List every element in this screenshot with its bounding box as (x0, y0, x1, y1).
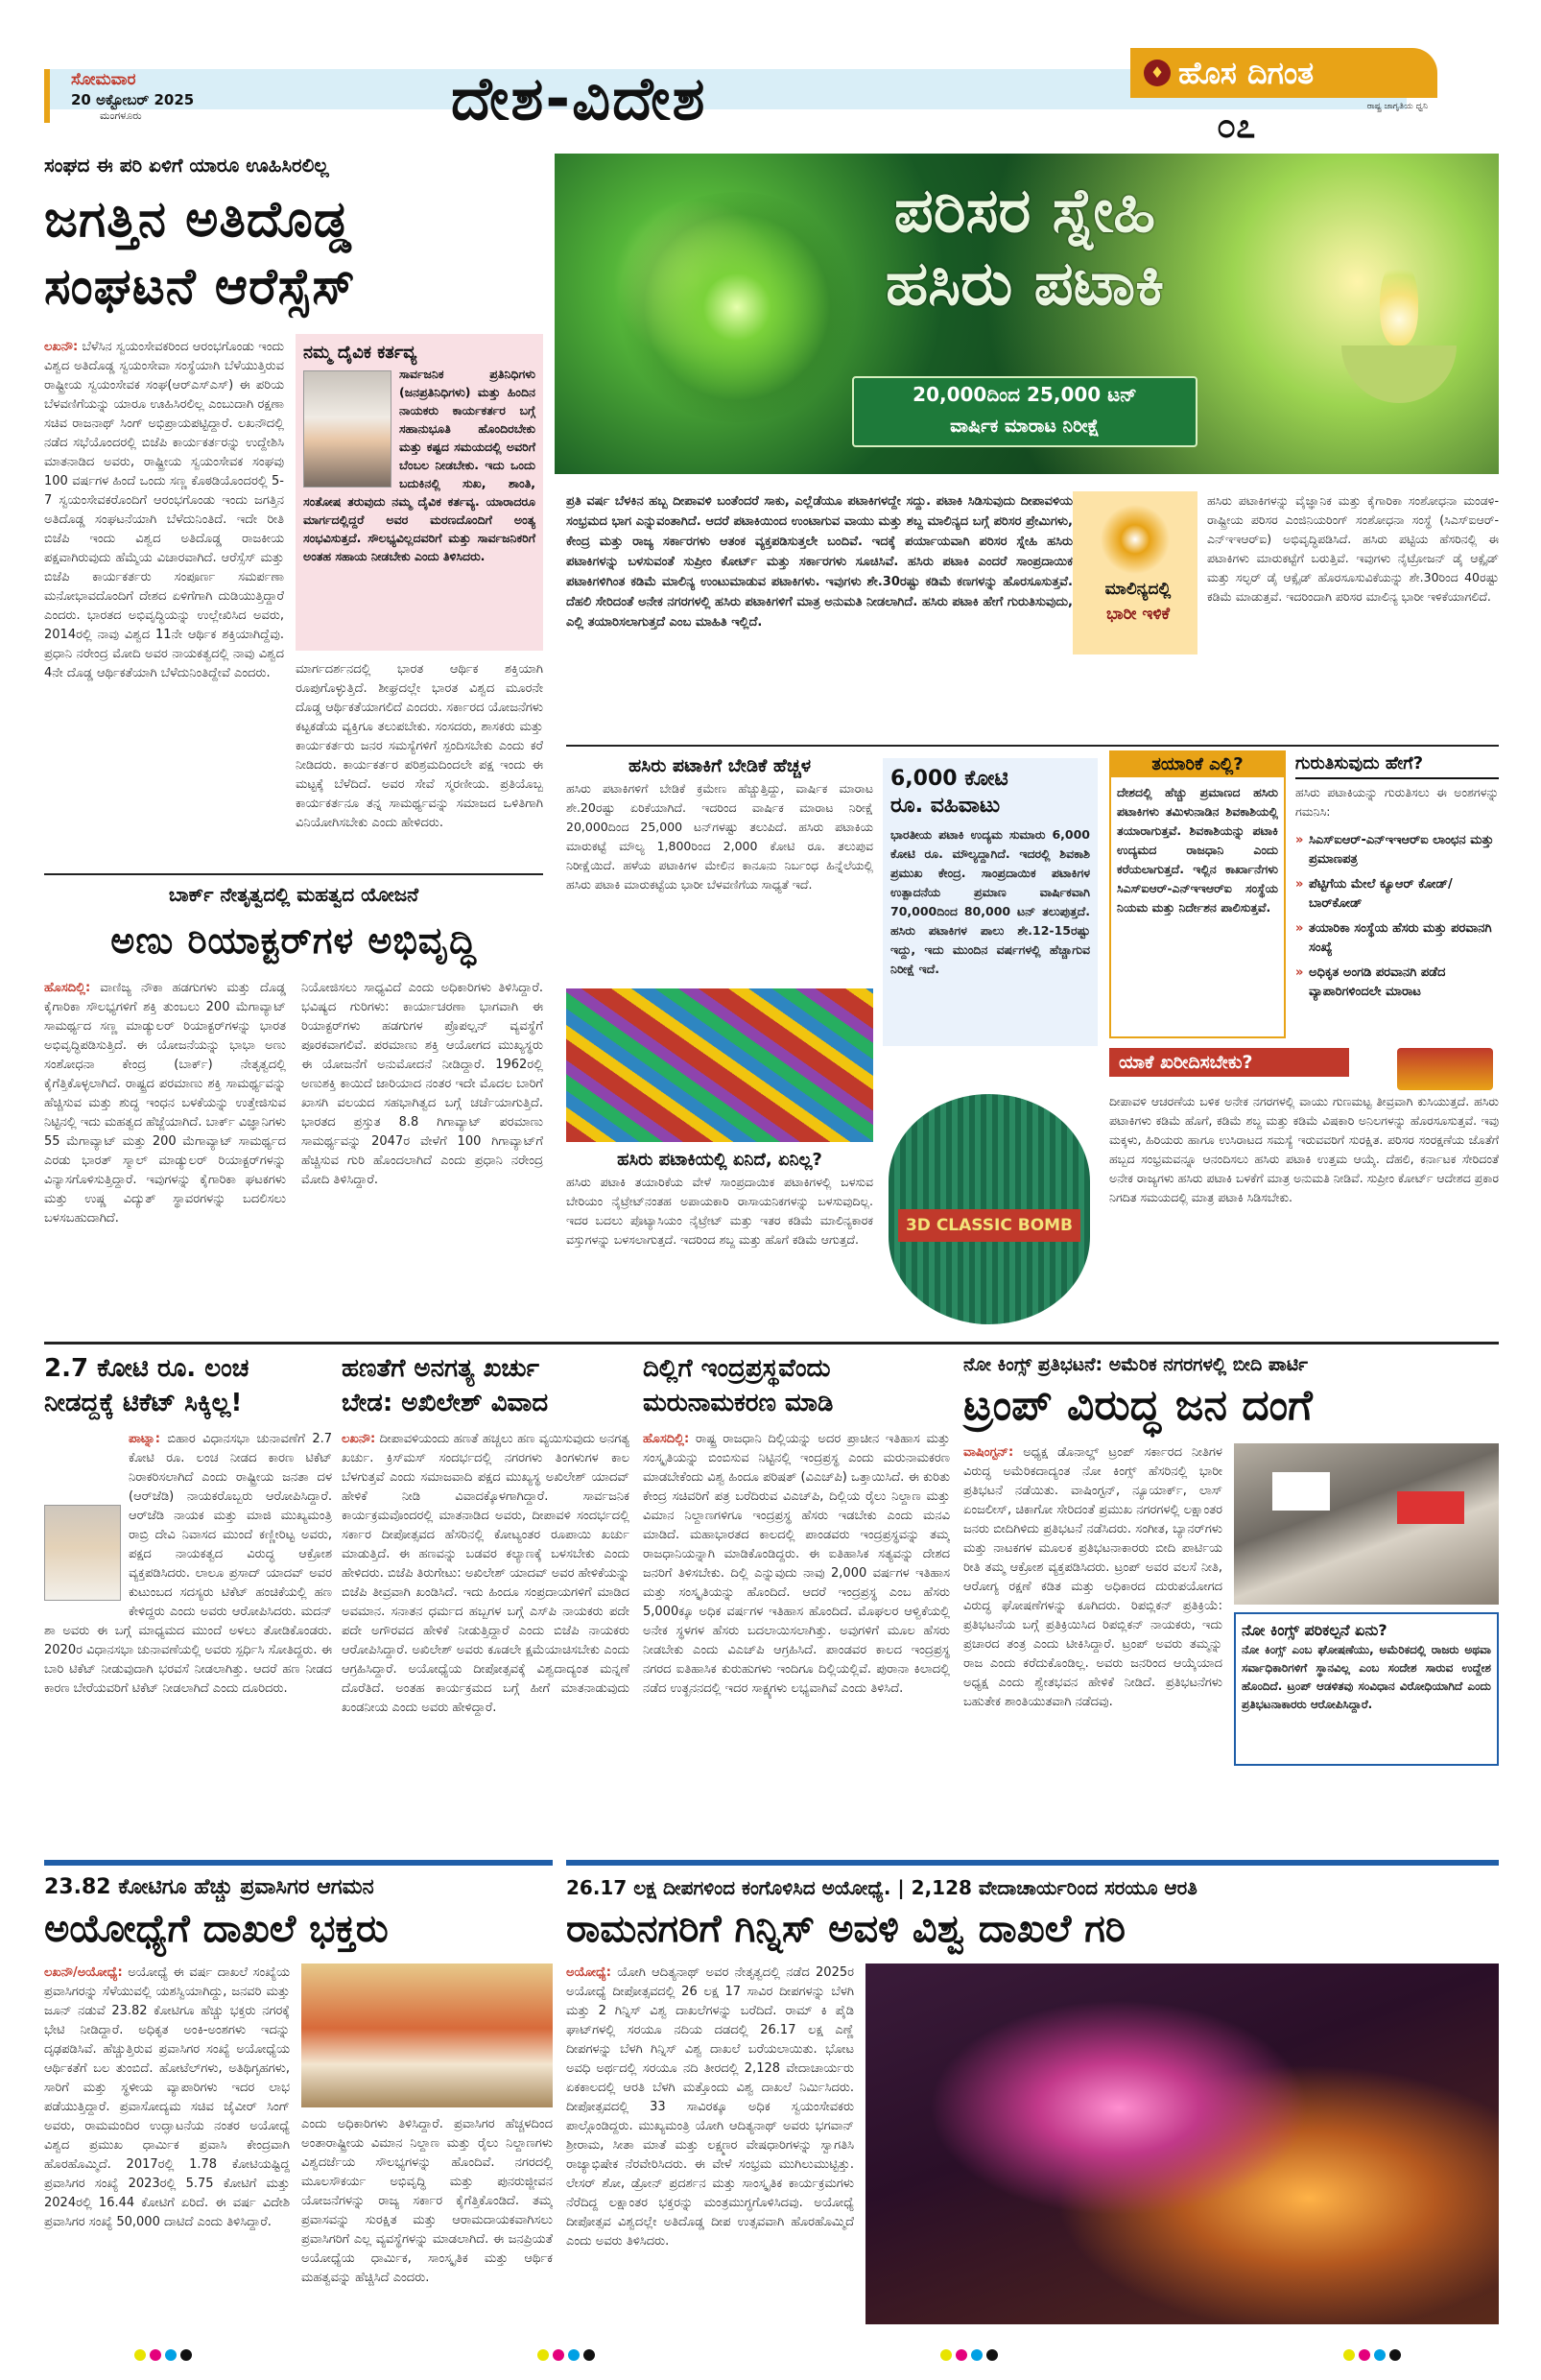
where-text: ದೇಶದಲ್ಲಿ ಹೆಚ್ಚು ಪ್ರಮಾಣದ ಹಸಿರು ಪಟಾಕಿಗಳು ತಮಿಳುನಾಡಿನ ಶಿವಕಾಶಿಯಲ್ಲಿ ತಯಾರಾಗುತ್ತವೆ. ಶಿವಕಾಶಿಯನ್ನು ಪಟಾಕಿ ಉದ್ಯಮದ ರಾಜಧಾನಿ ಎಂದು ಕರೆಯಲಾಗುತ್ತದೆ. ಇಲ್ಲಿನ ಕಾರ್ಖಾನೆಗಳು ಸಿಎಸ್‌ಐಆರ್-ಎನ್‌ಇಇಆರ್‌ಐ ಸಂಸ್ಥೆಯ ನಿಯಮ ಮತ್ತು ನಿರ್ದೇಶನ ಪಾಲಿಸುತ್ತವೆ. (1117, 785, 1278, 915)
rss-highlight-box (296, 334, 543, 651)
demand-title: ಹಸಿರು ಪಟಾಕಿಗೆ ಬೇಡಿಕೆ ಹೆಚ್ಚಳ (628, 755, 812, 776)
registration-dot (986, 2349, 998, 2361)
firecracker-lead (566, 491, 1073, 737)
identify-item: » ಅಧಿಕೃತ ಅಂಗಡಿ ಪರವಾನಗಿ ಪಡೆದ ವ್ಯಾಪಾರಿಗಳಿಂದಲೇ ಮಾರಾಟ (1295, 964, 1499, 1002)
registration-dot (940, 2349, 952, 2361)
turnover-text: ಭಾರತೀಯ ಪಟಾಕಿ ಉದ್ಯಮ ಸುಮಾರು 6,000 ಕೋಟಿ ರೂ. ಮೌಲ್ಯದ್ದಾಗಿದೆ. ಇದರಲ್ಲಿ ಶಿವಕಾಶಿ ಪ್ರಮುಖ ಕೇಂದ್ರ. ಸಾಂಪ್ರದಾಯಿಕ ಪಟಾಕಿಗಳ ಉತ್ಪಾದನೆಯ ಪ್ರಮಾಣ ವಾರ್ಷಿಕವಾಗಿ 70,000ದಿಂದ 80,000 ಟನ್ ತಲುಪುತ್ತದೆ. ಹಸಿರು ಪಟಾಕಿಗಳ ಪಾಲು ಶೇ.12-15ರಷ್ಟು ಇದ್ದು, ಇದು ಮುಂದಿನ ವರ್ಷಗಳಲ್ಲಿ ಹೆಚ್ಚಾಗುವ ನಿರೀಕ್ಷೆ ಇದೆ. (890, 827, 1090, 976)
bribe-headline-1: 2.7 ಕೋಟಿ ರೂ. ಲಂಚ (44, 1354, 249, 1383)
rss-column-2: ಮಾರ್ಗದರ್ಶನದಲ್ಲಿ ಭಾರತ ಆರ್ಥಿಕ ಶಕ್ತಿಯಾಗಿ ರೂಪುಗೊಳ್ಳುತ್ತಿದೆ. ಶೀಘ್ರದಲ್ಲೇ ಭಾರತ ವಿಶ್ವದ ಮೂರನೇ ದೊಡ್ಡ ಆರ್ಥಿಕತೆಯಾಗಲಿದೆ ಎಂದರು. ಸರ್ಕಾರದ ಯೋಜನೆಗಳು ಕಟ್ಟಕಡೆಯ ವ್ಯಕ್ತಿಗೂ ತಲುಪಬೇಕು. ಸಂಸದರು, ಶಾಸಕರು ಮತ್ತು ಕಾರ್ಯಕರ್ತರು ಜನರ ಸಮಸ್ಯೆಗಳಿಗೆ ಸ್ಪಂದಿಸಬೇಕು ಎಂದು ಕರೆ ನೀಡಿದರು. ಕಾರ್ಯಕರ್ತರ ಪರಿಶ್ರಮದಿಂದಲೇ ಪಕ್ಷ ಇಂದು ಈ ಮಟ್ಟಕ್ಕೆ ಬೆಳೆದಿದೆ. ಅವರ ಸೇವೆ ಸ್ಮರಣೀಯ. ಪ್ರತಿಯೊಬ್ಬ ಕಾರ್ಯಕರ್ತನೂ ತನ್ನ ಸಾಮರ್ಥ್ಯವನ್ನು ಸಮಾಜದ ಒಳಿತಿಗಾಗಿ ವಿನಿಯೋಗಿಸಬೇಕು ಎಂದು ಹೇಳಿದರು. (296, 662, 543, 830)
usage-block (566, 1148, 873, 1321)
visitors-column-1 (44, 1964, 290, 2324)
identify-box (1295, 750, 1499, 1038)
record-dateline: ಅಯೋಧ್ಯೆ: (566, 1965, 611, 1980)
why-box (1109, 1048, 1499, 1336)
trump-article (963, 1351, 1499, 1850)
masthead (0, 0, 1541, 144)
registration-dot (1389, 2349, 1401, 2361)
identify-list (1295, 831, 1499, 1002)
lamp-icon: ♦ (1144, 60, 1171, 86)
date-label: 20 ಅಕ್ಟೋಬರ್ 2025 (71, 91, 195, 108)
bribe-dateline: ಪಾಟ್ನಾ: (129, 1432, 160, 1446)
turnover-box (883, 758, 1098, 1046)
protest-sign (1397, 1491, 1464, 1524)
identify-item: » ತಯಾರಿಕಾ ಸಂಸ್ಥೆಯ ಹೆಸರು ಮತ್ತು ಪರವಾನಗಿ ಸಂಖ್ಯೆ (1295, 919, 1499, 958)
no-kings-title: ನೋ ಕಿಂಗ್ಸ್ ಪರಿಕಲ್ಪನೆ ಏನು? (1242, 1621, 1387, 1639)
registration-dot (583, 2349, 595, 2361)
rss-kicker: ಸಂಘದ ಈ ಪರಿ ಏಳಿಗೆ ಯಾರೂ ಊಹಿಸಿರಲಿಲ್ಲ (44, 154, 329, 177)
reactor-kicker: ಬಾರ್ಕ್ ನೇತೃತ್ವದಲ್ಲಿ ಮಹತ್ವದ ಯೋಜನೆ (168, 883, 419, 906)
rss-headline-1: ಜಗತ್ತಿನ ಅತಿದೊಡ್ಡ (44, 191, 352, 249)
registration-dot (150, 2349, 161, 2361)
usage-text: ಹಸಿರು ಪಟಾಕಿ ತಯಾರಿಕೆಯ ವೇಳೆ ಸಾಂಪ್ರದಾಯಿಕ ಪಟಾಕಿಗಳಲ್ಲಿ ಬಳಸುವ ಬೇರಿಯಂ ನೈಟ್ರೇಟ್‌ನಂತಹ ಅಪಾಯಕಾರಿ ರಾಸಾಯನಿಕಗಳನ್ನು ಬಳಸುವುದಿಲ್ಲ. ಇದರ ಬದಲು ಪೊಟ್ಯಾಸಿಯಂ ನೈಟ್ರೇಟ್ ಮತ್ತು ಇತರ ಕಡಿಮೆ ಮಾಲಿನ್ಯಕಾರಕ ವಸ್ತುಗಳನ್ನು ಬಳಸಲಾಗುತ್ತದೆ. ಇದರಿಂದ ಶಬ್ದ ಮತ್ತು ಹೊಗೆ ಕಡಿಮೆ ಆಗುತ್ತದೆ. (566, 1175, 873, 1247)
bribe-headline-2: ನೀಡದ್ದಕ್ಕೆ ಟಿಕೆಟ್ ಸಿಕ್ಕಿಲ್ಲ! (44, 1389, 243, 1417)
visitors-dateline: ಲಖನೌ/ಅಯೋಧ್ಯೆ: (44, 1965, 123, 1980)
ayodhya-ceremony-image (301, 1964, 553, 2107)
pollution-title-2: ಭಾರೀ ಇಳಿಕೆ (1105, 605, 1171, 624)
firecracker-hero-image (555, 154, 1499, 474)
visitors-text: ಅಯೋಧ್ಯೆ ಈ ವರ್ಷ ದಾಖಲೆ ಸಂಖ್ಯೆಯ ಪ್ರವಾಸಿಗರನ್ನು ಸೆಳೆಯುವಲ್ಲಿ ಯಶಸ್ವಿಯಾಗಿದ್ದು, ಜನವರಿ ಮತ್ತು ಜೂನ್ ನಡುವೆ 23.82 ಕೋಟಿಗೂ ಹೆಚ್ಚು ಭಕ್ತರು ನಗರಕ್ಕೆ ಭೇಟಿ ನೀಡಿದ್ದಾರೆ. ಅಧಿಕೃತ ಅಂಕಿ-ಅಂಶಗಳು ಇದನ್ನು ದೃಢಪಡಿಸಿವೆ. ಹೆಚ್ಚುತ್ತಿರುವ ಪ್ರವಾಸಿಗರ ಸಂಖ್ಯೆ ಅಯೋಧ್ಯೆಯ ಆರ್ಥಿಕತೆಗೆ ಬಲ ತುಂಬಿದೆ. ಹೋಟೆಲ್‌ಗಳು, ಅತಿಥಿಗೃಹಗಳು, ಸಾರಿಗೆ ಮತ್ತು ಸ್ಥಳೀಯ ವ್ಯಾಪಾರಿಗಳು ಇದರ ಲಾಭ ಪಡೆಯುತ್ತಿದ್ದಾರೆ. ಪ್ರವಾಸೋದ್ಯಮ ಸಚಿವ ಜೈವೀರ್ ಸಿಂಗ್ ಅವರು, ರಾಮಮಂದಿರ ಉದ್ಘಾಟನೆಯ ನಂತರ ಅಯೋಧ್ಯೆ ವಿಶ್ವದ ಪ್ರಮುಖ ಧಾರ್ಮಿಕ ಪ್ರವಾಸಿ ಕೇಂದ್ರವಾಗಿ ಹೊರಹೊಮ್ಮಿದೆ. 2017ರಲ್ಲಿ 1.78 ಕೋಟಿಯಷ್ಟಿದ್ದ ಪ್ರವಾಸಿಗರ ಸಂಖ್ಯೆ 2023ರಲ್ಲಿ 5.75 ಕೋಟಿಗೆ ಮತ್ತು 2024ರಲ್ಲಿ 16.44 ಕೋಟಿಗೆ ಏರಿದೆ. ಈ ವರ್ಷ ವಿದೇಶಿ ಪ್ರವಾಸಿಗರ ಸಂಖ್ಯೆ 50,000 ದಾಟಿದೆ ಎಂದು ತಿಳಿಸಿದ್ದಾರೆ. (44, 1965, 290, 2229)
pollution-box (1073, 491, 1499, 737)
rss-box-title: ನಮ್ಮ ದೈವಿಕ ಕರ್ತವ್ಯ (303, 343, 417, 363)
turnover-title-1: 6,000 ಕೋಟಿ (890, 767, 1008, 791)
no-kings-box (1234, 1612, 1499, 1766)
delhi-headline-1: ದಿಲ್ಲಿಗೆ ಇಂದ್ರಪ್ರಸ್ಥವೆಂದು (643, 1354, 831, 1383)
page-number: ೦೭ (1217, 107, 1256, 146)
rss-portrait (303, 370, 391, 488)
rss-column-1 (44, 338, 284, 856)
paper-logo (1130, 48, 1437, 144)
ayodhya-record-article (566, 1873, 1499, 2324)
firecracker-sub-1: 20,000ದಿಂದ 25,000 ಟನ್ (913, 383, 1137, 406)
rss-headline-2: ಸಂಘಟನೆ ಆರೆಸ್ಸೆಸ್ (44, 258, 356, 316)
reactor-col1-text: ವಾಣಿಜ್ಯ ನೌಕಾ ಹಡಗುಗಳು ಮತ್ತು ದೊಡ್ಡ ಕೈಗಾರಿಕಾ ಸೌಲಭ್ಯಗಳಿಗೆ ಶಕ್ತಿ ತುಂಬಲು 200 ಮೆಗಾವ್ಯಾಟ್ ಸಾಮರ್ಥ್ಯದ ಸಣ್ಣ ಮಾಡ್ಯುಲರ್ ರಿಯಾಕ್ಟರ್‌ಗಳನ್ನು ಭಾರತ ಅಭಿವೃದ್ಧಿಪಡಿಸುತ್ತಿದೆ. ಈ ಯೋಜನೆಯನ್ನು ಭಾಭಾ ಅಣು ಸಂಶೋಧನಾ ಕೇಂದ್ರ (ಬಾರ್ಕ್) ನೇತೃತ್ವದಲ್ಲಿ ಕೈಗೆತ್ತಿಕೊಳ್ಳಲಾಗಿದೆ. ರಾಷ್ಟ್ರದ ಪರಮಾಣು ಶಕ್ತಿ ಸಾಮರ್ಥ್ಯವನ್ನು ಹೆಚ್ಚಿಸುವ ಮತ್ತು ಶುದ್ಧ ಇಂಧನ ಬಳಕೆಯನ್ನು ಉತ್ತೇಜಿಸುವ ನಿಟ್ಟಿನಲ್ಲಿ ಇದು ಮಹತ್ವದ ಹೆಜ್ಜೆಯಾಗಿದೆ. ಬಾರ್ಕ್ ವಿಜ್ಞಾನಿಗಳು 55 ಮೆಗಾವ್ಯಾಟ್ ಮತ್ತು 200 ಮೆಗಾವ್ಯಾಟ್ ಸಾಮರ್ಥ್ಯದ ಎರಡು ಭಾರತ್ ಸ್ಮಾಲ್ ಮಾಡ್ಯುಲರ್ ರಿಯಾಕ್ಟರ್‌ಗಳನ್ನು ವಿನ್ಯಾಸಗೊಳಿಸುತ್ತಿದ್ದಾರೆ. ಇವುಗಳನ್ನು ಕೈಗಾರಿಕಾ ಘಟಕಗಳು ಮತ್ತು ಉಷ್ಣ ವಿದ್ಯುತ್ ಸ್ಥಾವರಗಳನ್ನು ಬದಲಿಸಲು ಬಳಸಬಹುದಾಗಿದೆ. (44, 981, 286, 1226)
bribe-photo-spacer (44, 1430, 129, 1608)
trump-column-1 (963, 1443, 1222, 1850)
registration-dot (165, 2349, 177, 2361)
rss-box-text: ಸಾರ್ವಜನಿಕ ಪ್ರತಿನಿಧಿಗಳು (ಜನಪ್ರತಿನಿಧಿಗಳು) ಮತ್ತು ಹಿಂದಿನ ನಾಯಕರು ಕಾರ್ಯಕರ್ತರ ಬಗ್ಗೆ ಸಹಾನುಭೂತಿ ಹೊಂದಿರಬೇಕು ಮತ್ತು ಕಷ್ಟದ ಸಮಯದಲ್ಲಿ ಅವರಿಗೆ ಬೆಂಬಲ ನೀಡಬೇಕು. ಇದು ಒಂದು ಬದುಕಿನಲ್ಲಿ ಸುಖ, ಶಾಂತಿ, ಸಂತೋಷ ತರುವುದು ನಮ್ಮ ದೈವಿಕ ಕರ್ತವ್ಯ. ಯಾರಾದರೂ ಮಾರ್ಗದಲ್ಲಿದ್ದರೆ ಅವರ ಮರಣದೊಂದಿಗೆ ಅಂತ್ಯ ಸಂಭವಿಸುತ್ತದೆ. ಸೌಲಭ್ಯವಿಲ್ಲದವರಿಗೆ ಮತ್ತು ಸಾರ್ವಜನಿಕರಿಗೆ ಅಂತಹ ಸಹಾಯ ನೀಡಬೇಕು ಎಂದು ತಿಳಿಸಿದರು. (303, 367, 535, 563)
delhi-headline-2: ಮರುನಾಮಕರಣ ಮಾಡಿ (643, 1389, 834, 1417)
delhi-article (643, 1351, 950, 1850)
trump-dateline: ವಾಷಿಂಗ್ಟನ್: (963, 1445, 1014, 1460)
akhilesh-text-block (342, 1430, 629, 1843)
trump-headline: ಟ್ರಂಪ್ ವಿರುದ್ಧ ಜನ ದಂಗೆ (963, 1381, 1313, 1430)
registration-dot (553, 2349, 564, 2361)
blue-bar (566, 1860, 1499, 1866)
akhilesh-headline-1: ಹಣತೆಗೆ ಅನಗತ್ಯ ಖರ್ಚು (342, 1354, 539, 1383)
pollution-title-1: ಮಾಲಿನ್ಯದಲ್ಲಿ (1104, 580, 1172, 599)
registration-dot (956, 2349, 967, 2361)
registration-dot (537, 2349, 549, 2361)
bribe-article (44, 1351, 332, 1850)
visitors-kicker: 23.82 ಕೋಟಿಗೂ ಹೆಚ್ಚು ಪ್ರವಾಸಿಗರ ಆಗಮನ (44, 1875, 374, 1899)
identify-item: » ಸಿಎಸ್‌ಐಆರ್-ಎನ್‌ಇಇಆರ್‌ಐ ಲಾಂಛನ ಮತ್ತು ಪ್ರಮಾಣಪತ್ರ (1295, 831, 1499, 869)
sparkler-image (1092, 501, 1178, 578)
akhilesh-article (342, 1351, 629, 1850)
visitors-column-2: ಎಂದು ಅಧಿಕಾರಿಗಳು ತಿಳಿಸಿದ್ದಾರೆ. ಪ್ರವಾಸಿಗರ ಹೆಚ್ಚಳದಿಂದ ಅಂತಾರಾಷ್ಟ್ರೀಯ ವಿಮಾನ ನಿಲ್ದಾಣ ಮತ್ತು ರೈಲು ನಿಲ್ದಾಣಗಳು ವಿಶ್ವದರ್ಜೆಯ ಸೌಲಭ್ಯಗಳನ್ನು ಹೊಂದಿವೆ. ನಗರದಲ್ಲಿ ಮೂಲಸೌಕರ್ಯ ಅಭಿವೃದ್ಧಿ ಮತ್ತು ಪುನರುಜ್ಜೀವನ ಯೋಜನೆಗಳನ್ನು ರಾಜ್ಯ ಸರ್ಕಾರ ಕೈಗೆತ್ತಿಕೊಂಡಿದೆ. ತಮ್ಮ ಪ್ರವಾಸವನ್ನು ಸುರಕ್ಷಿತ ಮತ್ತು ಆರಾಮದಾಯಕವಾಗಿಸಲು ಪ್ರವಾಸಿಗರಿಗೆ ಎಲ್ಲ ವ್ಯವಸ್ಥೆಗಳನ್ನು ಮಾಡಲಾಗಿದೆ. ಈ ಜನಪ್ರಿಯತೆ ಅಯೋಧ್ಯೆಯ ಧಾರ್ಮಿಕ, ಸಾಂಸ್ಕೃತಿಕ ಮತ್ತು ಆರ್ಥಿಕ ಮಹತ್ವವನ್ನು ಹೆಚ್ಚಿಸಿದೆ ಎಂದರು. (301, 2117, 553, 2285)
bomb-roll-image (879, 1065, 1100, 1334)
bribe-text: ಬಿಹಾರ ವಿಧಾನಸಭಾ ಚುನಾವಣೆಗೆ 2.7 ಕೋಟಿ ರೂ. ಲಂಚ ನೀಡದ ಕಾರಣ ಟಿಕೆಟ್ ನಿರಾಕರಿಸಲಾಗಿದೆ ಎಂದು ರಾಷ್ಟ್ರೀಯ ಜನತಾ ದಳ (ಆರ್‌ಜೆಡಿ) ನಾಯಕರೊಬ್ಬರು ಆರೋಪಿಸಿದ್ದಾರೆ. ಆರ್‌ಜೆಡಿ ನಾಯಕ ಮತ್ತು ಮಾಜಿ ಮುಖ್ಯಮಂತ್ರಿ ರಾಬ್ರಿ ದೇವಿ ನಿವಾಸದ ಮುಂದೆ ಕಣ್ಣೀರಿಟ್ಟ ಅವರು, ಪಕ್ಷದ ನಾಯಕತ್ವದ ವಿರುದ್ಧ ಆಕ್ರೋಶ ವ್ಯಕ್ತಪಡಿಸಿದರು. ಲಾಲೂ ಪ್ರಸಾದ್ ಯಾದವ್ ಅವರ ಕುಟುಂಬದ ಸದಸ್ಯರು ಟಿಕೆಟ್ ಹಂಚಿಕೆಯಲ್ಲಿ ಹಣ ಕೇಳಿದ್ದರು ಎಂದು ಅವರು ಆರೋಪಿಸಿದರು. ಮದನ್ ಶಾ ಅವರು ಈ ಬಗ್ಗೆ ಮಾಧ್ಯಮದ ಮುಂದೆ ಅಳಲು ತೋಡಿಕೊಂಡರು. 2020ರ ವಿಧಾನಸಭಾ ಚುನಾವಣೆಯಲ್ಲಿ ಅವರು ಸ್ಪರ್ಧಿಸಿ ಸೋತಿದ್ದರು. ಈ ಬಾರಿ ಟಿಕೆಟ್ ನೀಡುವುದಾಗಿ ಭರವಸೆ ನೀಡಲಾಗಿತ್ತು. ಆದರೆ ಹಣ ನೀಡದ ಕಾರಣ ಬೇರೆಯವರಿಗೆ ಟಿಕೆಟ್ ನೀಡಲಾಗಿದೆ ಎಂದು ದೂರಿದರು. (44, 1432, 332, 1696)
pollution-text: ಹಸಿರು ಪಟಾಕಿಗಳನ್ನು ವೈಜ್ಞಾನಿಕ ಮತ್ತು ಕೈಗಾರಿಕಾ ಸಂಶೋಧನಾ ಮಂಡಳಿ-ರಾಷ್ಟ್ರೀಯ ಪರಿಸರ ಎಂಜಿನಿಯರಿಂಗ್ ಸಂಶೋಧನಾ ಸಂಸ್ಥೆ (ಸಿಎಸ್‌ಐಆರ್-ಎನ್‌ಇಇಆರ್‌ಐ) ಅಭಿವೃದ್ಧಿಪಡಿಸಿದೆ. ಹಸಿರು ಪಟ್ಟಿಯ ಹೆಸರಿನಲ್ಲಿ ಈ ಪಟಾಕಿಗಳು ಮಾರುಕಟ್ಟೆಗೆ ಬರುತ್ತಿವೆ. ಇವುಗಳು ನೈಟ್ರೋಜನ್ ಡೈ ಆಕ್ಸೈಡ್ ಮತ್ತು ಸಲ್ಫರ್ ಡೈ ಆಕ್ಸೈಡ್ ಹೊರಸೂಸುವಿಕೆಯನ್ನು ಶೇ.30ರಿಂದ 40ರಷ್ಟು ಕಡಿಮೆ ಮಾಡುತ್ತವೆ. ಇದರಿಂದಾಗಿ ಪರಿಸರ ಮಾಲಿನ್ಯ ಭಾರೀ ಇಳಿಕೆಯಾಗಲಿದೆ. (1207, 493, 1499, 604)
reactor-headline: ಅಣು ರಿಯಾಕ್ಟರ್‌ಗಳ ಅಭಿವೃದ್ಧಿ (110, 919, 477, 962)
deepotsava-aerial-image (865, 1964, 1499, 2324)
cracker-pack-icon (1397, 1048, 1493, 1090)
divider (566, 745, 1499, 747)
registration-dot (134, 2349, 146, 2361)
day-label: ಸೋಮವಾರ (71, 70, 136, 89)
protest-sign (1272, 1472, 1330, 1511)
usage-title: ಹಸಿರು ಪಟಾಕಿಯಲ್ಲಿ ಏನಿದೆ, ಏನಿಲ್ಲ? (617, 1150, 822, 1170)
bribe-text-block (44, 1430, 332, 1846)
trump-kicker: ನೋ ಕಿಂಗ್ಸ್ ಪ್ರತಿಭಟನೆ: ಅಮೆರಿಕ ನಗರಗಳಲ್ಲಿ ಬೀದಿ ಪಾರ್ಟಿ (963, 1354, 1309, 1375)
firecracker-sub-2: ವಾರ್ಷಿಕ ಮಾರಾಟ ನಿರೀಕ್ಷೆ (950, 416, 1100, 437)
registration-dot (1374, 2349, 1386, 2361)
trump-text: ಅಧ್ಯಕ್ಷ ಡೊನಾಲ್ಡ್ ಟ್ರಂಪ್ ಸರ್ಕಾರದ ನೀತಿಗಳ ವಿರುದ್ಧ ಅಮೆರಿಕದಾದ್ಯಂತ ನೋ ಕಿಂಗ್ಸ್ ಹೆಸರಿನಲ್ಲಿ ಭಾರೀ ಪ್ರತಿಭಟನೆ ನಡೆಯಿತು. ವಾಷಿಂಗ್ಟನ್, ನ್ಯೂಯಾರ್ಕ್, ಲಾಸ್ ಏಂಜಲೀಸ್, ಚಿಕಾಗೋ ಸೇರಿದಂತೆ ಪ್ರಮುಖ ನಗರಗಳಲ್ಲಿ ಲಕ್ಷಾಂತರ ಜನರು ಬೀದಿಗಿಳಿದು ಪ್ರತಿಭಟನೆ ನಡೆಸಿದರು. ಸಂಗೀತ, ಬ್ಯಾನರ್‌ಗಳು ಮತ್ತು ನಾಟಕಗಳ ಮೂಲಕ ಪ್ರತಿಭಟನಾಕಾರರು ಬೀದಿ ಪಾರ್ಟಿಯ ರೀತಿ ತಮ್ಮ ಆಕ್ರೋಶ ವ್ಯಕ್ತಪಡಿಸಿದರು. ಟ್ರಂಪ್ ಅವರ ವಲಸೆ ನೀತಿ, ಆರೋಗ್ಯ ರಕ್ಷಣೆ ಕಡಿತ ಮತ್ತು ಅಧಿಕಾರದ ದುರುಪಯೋಗದ ವಿರುದ್ಧ ಘೋಷಣೆಗಳನ್ನು ಕೂಗಿದರು. ರಿಪಬ್ಲಿಕನ್ ಪ್ರತಿಕ್ರಿಯೆ: ಪ್ರತಿಭಟನೆಯ ಬಗ್ಗೆ ಪ್ರತಿಕ್ರಿಯಿಸಿದ ರಿಪಬ್ಲಿಕನ್ ನಾಯಕರು, ಇದು ಪ್ರಚಾರದ ತಂತ್ರ ಎಂದು ಟೀಕಿಸಿದ್ದಾರೆ. ಟ್ರಂಪ್ ಅವರು ತಮ್ಮನ್ನು ರಾಜ ಎಂದು ಕರೆದುಕೊಂಡಿಲ್ಲ. ಅವರು ಜನರಿಂದ ಆಯ್ಕೆಯಾದ ಅಧ್ಯಕ್ಷ ಎಂದು ಶ್ವೇತಭವನ ಹೇಳಿಕೆ ನೀಡಿದೆ. ಪ್ರತಿಭಟನೆಗಳು ಬಹುತೇಕ ಶಾಂತಿಯುತವಾಗಿ ನಡೆದವು. (963, 1445, 1222, 1709)
registration-dot (568, 2349, 580, 2361)
diya-lamp (1341, 345, 1457, 403)
rss-dateline: ಲಖನೌ: (44, 340, 79, 354)
akhilesh-headline-2: ಬೇಡ: ಅಖಿಲೇಶ್ ವಿವಾದ (342, 1389, 549, 1417)
reactor-column-1 (44, 979, 286, 1334)
where-title: ತಯಾರಿಕೆ ಎಲ್ಲಿ? (1111, 752, 1284, 777)
rss-article (44, 154, 543, 864)
reactor-article (44, 883, 543, 1334)
turnover-title-2: ರೂ. ವಹಿವಾಟು (890, 794, 1001, 818)
why-title: ಯಾಕೆ ಖರೀದಿಸಬೇಕು? (1109, 1048, 1349, 1077)
rss-col1-text: ಬೆಳೆಸಿನ ಸ್ವಯಂಸೇವಕರಿಂದ ಆರಂಭಗೊಂಡು ಇಂದು ವಿಶ್ವದ ಅತಿದೊಡ್ಡ ಸ್ವಯಂಸೇವಾ ಸಂಸ್ಥೆಯಾಗಿ ಬೆಳೆಯುತ್ತಿರುವ ರಾಷ್ಟ್ರೀಯ ಸ್ವಯಂಸೇವಕ ಸಂಘ(ಆರ್‌ಎಸ್‌ಎಸ್) ಈ ಪರಿಯ ಬೆಳವಣಿಗೆಯನ್ನು ಯಾರೂ ಊಹಿಸಿರಲಿಲ್ಲ ಎಂಬುದಾಗಿ ರಕ್ಷಣಾ ಸಚಿವ ರಾಜನಾಥ್ ಸಿಂಗ್ ಅಭಿಪ್ರಾಯಪಟ್ಟಿದ್ದಾರೆ. ಲಖನೌದಲ್ಲಿ ನಡೆದ ಸಭೆಯೊಂದರಲ್ಲಿ ಬಿಜೆಪಿ ಕಾರ್ಯಕರ್ತರನ್ನು ಉದ್ದೇಶಿಸಿ ಮಾತನಾಡಿದ ಅವರು, ರಾಷ್ಟ್ರೀಯ ಸ್ವಯಂಸೇವಕ ಸಂಘವು 100 ವರ್ಷಗಳ ಹಿಂದೆ ಒಂದು ಸಣ್ಣ ಕೊಠಡಿಯೊಂದರಲ್ಲಿ 5-7 ಸ್ವಯಂಸೇವಕರೊಂದಿಗೆ ಆರಂಭಗೊಂಡು ಇಂದು ಜಗತ್ತಿನ ಅತಿದೊಡ್ಡ ಸಂಘಟನೆಯಾಗಿ ಬೆಳೆದುನಿಂತಿದೆ. ಇದೇ ರೀತಿ ಬಿಜೆಪಿ ಇಂದು ವಿಶ್ವದ ಅತಿದೊಡ್ಡ ರಾಜಕೀಯ ಪಕ್ಷವಾಗಿರುವುದು ಹೆಮ್ಮೆಯ ವಿಚಾರವಾಗಿದೆ. ಆರೆಸ್ಸೆಸ್ ಮತ್ತು ಬಿಜೆಪಿ ಕಾರ್ಯಕರ್ತರು ಸಂಪೂರ್ಣ ಸಮರ್ಪಣಾ ಮನೋಭಾವದೊಂದಿಗೆ ದೇಶದ ಏಳಿಗೆಗಾಗಿ ದುಡಿಯುತ್ತಿದ್ದಾರೆ ಎಂದರು. ಭಾರತದ ಅಭಿವೃದ್ಧಿಯನ್ನು ಉಲ್ಲೇಖಿಸಿದ ಅವರು, 2014ರಲ್ಲಿ ನಾವು ವಿಶ್ವದ 11ನೇ ಆರ್ಥಿಕ ಶಕ್ತಿಯಾಗಿದ್ದೆವು. ಪ್ರಧಾನಿ ನರೇಂದ್ರ ಮೋದಿ ಅವರ ನಾಯಕತ್ವದಲ್ಲಿ ನಾವು ವಿಶ್ವದ 4ನೇ ದೊಡ್ಡ ಆರ್ಥಿಕತೆಯಾಗಿ ಬೆಳೆದುನಿಂತಿದ್ದೇವೆ ಎಂದರು. (44, 340, 284, 680)
registration-dot (180, 2349, 192, 2361)
reactor-column-2: ನಿಯೋಜಿಸಲು ಸಾಧ್ಯವಿದೆ ಎಂದು ಅಧಿಕಾರಿಗಳು ತಿಳಿಸಿದ್ದಾರೆ. ಭವಿಷ್ಯದ ಗುರಿಗಳು: ಕಾರ್ಯಾಚರಣಾ ಭಾಗವಾಗಿ ಈ ರಿಯಾಕ್ಟರ್‌ಗಳು ಹಡಗುಗಳ ಪ್ರೊಪಲ್ಷನ್ ವ್ಯವಸ್ಥೆಗೆ ಪೂರಕವಾಗಲಿವೆ. ಪರಮಾಣು ಶಕ್ತಿ ಆಯೋಗದ ಮುಖ್ಯಸ್ಥರು ಈ ಯೋಜನೆಗೆ ಅನುಮೋದನೆ ನೀಡಿದ್ದಾರೆ. 1962ರಲ್ಲಿ ಅಣುಶಕ್ತಿ ಕಾಯಿದೆ ಜಾರಿಯಾದ ನಂತರ ಇದೇ ಮೊದಲ ಬಾರಿಗೆ ಖಾಸಗಿ ವಲಯದ ಸಹಭಾಗಿತ್ವದ ಬಗ್ಗೆ ಚರ್ಚೆಯಾಗುತ್ತಿದೆ. ಭಾರತದ ಪ್ರಸ್ತುತ 8.8 ಗಿಗಾವ್ಯಾಟ್ ಪರಮಾಣು ಸಾಮರ್ಥ್ಯವನ್ನು 2047ರ ವೇಳೆಗೆ 100 ಗಿಗಾವ್ಯಾಟ್‌ಗೆ ಹೆಚ್ಚಿಸುವ ಗುರಿ ಹೊಂದಲಾಗಿದೆ ಎಂದು ಪ್ರಧಾನಿ ನರೇಂದ್ರ ಮೋದಿ ತಿಳಿಸಿದ್ದಾರೆ. (301, 981, 543, 1187)
identify-text: ಹಸಿರು ಪಟಾಕಿಯನ್ನು ಗುರುತಿಸಲು ಈ ಅಂಶಗಳನ್ನು ಗಮನಿಸಿ: (1295, 785, 1499, 819)
registration-dot (1359, 2349, 1370, 2361)
paper-name: ಹೊಸ ದಿಗಂತ (1178, 55, 1315, 91)
no-kings-text: ನೋ ಕಿಂಗ್ಸ್ ಎಂಬ ಘೋಷಣೆಯು, ಅಮೆರಿಕದಲ್ಲಿ ರಾಜರು ಅಥವಾ ಸರ್ವಾಧಿಕಾರಿಗಳಿಗೆ ಸ್ಥಾನವಿಲ್ಲ ಎಂಬ ಸಂದೇಶ ಸಾರುವ ಉದ್ದೇಶ ಹೊಂದಿದೆ. ಟ್ರಂಪ್ ಆಡಳಿತವು ಸಂವಿಧಾನ ವಿರೋಧಿಯಾಗಿದೆ ಎಂದು ಪ್ರತಿಭಟನಾಕಾರರು ಆರೋಪಿಸಿದ್ದಾರೆ. (1242, 1643, 1491, 1711)
divider (44, 1342, 1499, 1345)
identify-item: » ಪೆಟ್ಟಿಗೆಯ ಮೇಲೆ ಕ್ಯೂಆರ್ ಕೋಡ್/ಬಾರ್‌ಕೋಡ್ (1295, 875, 1499, 914)
identify-title: ಗುರುತಿಸುವುದು ಹೇಗೆ? (1295, 750, 1499, 779)
ayodhya-visitors-article (44, 1873, 553, 2324)
demand-block (566, 752, 873, 983)
registration-dot (971, 2349, 983, 2361)
city-label: ಮಂಗಳೂರು (100, 109, 142, 122)
blue-bar (44, 1860, 553, 1866)
record-text: ಯೋಗಿ ಆದಿತ್ಯನಾಥ್ ಅವರ ನೇತೃತ್ವದಲ್ಲಿ ನಡೆದ 2025ರ ಅಯೋಧ್ಯೆ ದೀಪೋತ್ಸವದಲ್ಲಿ 26 ಲಕ್ಷ 17 ಸಾವಿರ ದೀಪಗಳನ್ನು ಬೆಳಗಿ ಮತ್ತು 2 ಗಿನ್ನಿಸ್ ವಿಶ್ವ ದಾಖಲೆಗಳನ್ನು ಬರೆದಿದೆ. ರಾಮ್ ಕಿ ಪೈಡಿ ಘಾಟ್‌ಗಳಲ್ಲಿ ಸರಯೂ ನದಿಯ ದಡದಲ್ಲಿ 26.17 ಲಕ್ಷ ಎಣ್ಣೆ ದೀಪಗಳನ್ನು ಬೆಳಗಿ ಗಿನ್ನಿಸ್ ವಿಶ್ವ ದಾಖಲೆ ಬರೆಯಲಾಯಿತು. ಭೋಟ ಅವಧಿ ಅರ್ಥದಲ್ಲಿ ಸರಯೂ ನದಿ ತೀರದಲ್ಲಿ 2,128 ವೇದಾಚಾರ್ಯರು ಏಕಕಾಲದಲ್ಲಿ ಆರತಿ ಬೆಳಗಿ ಮತ್ತೊಂದು ವಿಶ್ವ ದಾಖಲೆ ನಿರ್ಮಿಸಿದರು. ದೀಪೋತ್ಸವದಲ್ಲಿ 33 ಸಾವಿರಕ್ಕೂ ಅಧಿಕ ಸ್ವಯಂಸೇವಕರು ಪಾಲ್ಗೊಂಡಿದ್ದರು. ಮುಖ್ಯಮಂತ್ರಿ ಯೋಗಿ ಆದಿತ್ಯನಾಥ್ ಅವರು ಭಗವಾನ್ ಶ್ರೀರಾಮ, ಸೀತಾ ಮಾತೆ ಮತ್ತು ಲಕ್ಷ್ಮಣರ ವೇಷಧಾರಿಗಳನ್ನು ಸ್ವಾಗತಿಸಿ ರಾಜ್ಯಾಭಿಷೇಕ ನೆರವೇರಿಸಿದರು. ಈ ವೇಳೆ ಸಂಭ್ರಮ ಮುಗಿಲುಮುಟ್ಟಿತ್ತು. ಲೇಸರ್ ಶೋ, ಡ್ರೋನ್ ಪ್ರದರ್ಶನ ಮತ್ತು ಸಾಂಸ್ಕೃತಿಕ ಕಾರ್ಯಕ್ರಮಗಳು ನೆರೆದಿದ್ದ ಲಕ್ಷಾಂತರ ಭಕ್ತರನ್ನು ಮಂತ್ರಮುಗ್ಧಗೊಳಿಸಿದವು. ಅಯೋಧ್ಯೆ ದೀಪೋತ್ಸವ ವಿಶ್ವದಲ್ಲೇ ಅತಿದೊಡ್ಡ ದೀಪ ಉತ್ಸವವಾಗಿ ಹೊರಹೊಮ್ಮಿದೆ ಎಂದು ಅವರು ತಿಳಿಸಿದರು. (566, 1965, 854, 2249)
bomb-label: 3D CLASSIC BOMB (898, 1209, 1080, 1242)
demand-text: ಹಸಿರು ಪಟಾಕಿಗಳಿಗೆ ಬೇಡಿಕೆ ಕ್ರಮೇಣ ಹೆಚ್ಚುತ್ತಿದ್ದು, ವಾರ್ಷಿಕ ಮಾರಾಟ ಶೇ.20ರಷ್ಟು ಏರಿಕೆಯಾಗಿದೆ. ಇದರಿಂದ ವಾರ್ಷಿಕ ಮಾರಾಟ ನಿರೀಕ್ಷೆ 20,000ದಿಂದ 25,000 ಟನ್‌ಗಳಷ್ಟು ತಲುಪಿದೆ. ಹಸಿರು ಪಟಾಕಿಯ ಮಾರುಕಟ್ಟೆ ಮೌಲ್ಯ 1,800ರಿಂದ 2,000 ಕೋಟಿ ರೂ. ತಲುಪುವ ನಿರೀಕ್ಷೆಯಿದೆ. ಹಳೆಯ ಪಟಾಕಿಗಳ ಮೇಲಿನ ಕಾನೂನು ನಿರ್ಬಂಧ ಹಿನ್ನೆಲೆಯಲ್ಲಿ ಹಸಿರು ಪಟಾಕಿ ಮಾರುಕಟ್ಟೆಯ ಭಾರೀ ಬೆಳವಣಿಗೆಯ ಸಾಧ್ಯತೆ ಇದೆ. (566, 781, 873, 892)
diya-flame (1380, 259, 1418, 345)
visitors-headline: ಅಯೋಧ್ಯೆಗೆ ದಾಖಲೆ ಭಕ್ತರು (44, 1907, 389, 1951)
reactor-dateline: ಹೊಸದಿಲ್ಲಿ: (44, 981, 91, 995)
akhilesh-text: ದೀಪಾವಳಿಯಂದು ಹಣತೆ ಹಚ್ಚಲು ಹಣ ವ್ಯಯಿಸುವುದು ಅನಗತ್ಯ ಖರ್ಚು. ಕ್ರಿಸ್‌ಮಸ್ ಸಂದರ್ಭದಲ್ಲಿ ನಗರಗಳು ತಿಂಗಳುಗಳ ಕಾಲ ಬೆಳಗುತ್ತವೆ ಎಂದು ಸಮಾಜವಾದಿ ಪಕ್ಷದ ಮುಖ್ಯಸ್ಥ ಅಖಿಲೇಶ್ ಯಾದವ್ ಹೇಳಿಕೆ ನೀಡಿ ವಿವಾದಕ್ಕೊಳಗಾಗಿದ್ದಾರೆ. ಸಾರ್ವಜನಿಕ ಕಾರ್ಯಕ್ರಮವೊಂದರಲ್ಲಿ ಮಾತನಾಡಿದ ಅವರು, ದೀಪಾವಳಿ ಸಂದರ್ಭದಲ್ಲಿ ಸರ್ಕಾರ ದೀಪೋತ್ಸವದ ಹೆಸರಿನಲ್ಲಿ ಕೋಟ್ಯಂತರ ರೂಪಾಯಿ ಖರ್ಚು ಮಾಡುತ್ತಿದೆ. ಈ ಹಣವನ್ನು ಬಡವರ ಕಲ್ಯಾಣಕ್ಕೆ ಬಳಸಬೇಕು ಎಂದು ಹೇಳಿದರು. ಬಿಜೆಪಿ ತಿರುಗೇಟು: ಅಖಿಲೇಶ್ ಯಾದವ್ ಅವರ ಹೇಳಿಕೆಯನ್ನು ಬಿಜೆಪಿ ತೀವ್ರವಾಗಿ ಖಂಡಿಸಿದೆ. ಇದು ಹಿಂದೂ ಸಂಪ್ರದಾಯಗಳಿಗೆ ಮಾಡಿದ ಅವಮಾನ. ಸನಾತನ ಧರ್ಮದ ಹಬ್ಬಗಳ ಬಗ್ಗೆ ಎಸ್‌ಪಿ ನಾಯಕರು ಪದೇ ಪದೇ ಅಗೌರವದ ಹೇಳಿಕೆ ನೀಡುತ್ತಿದ್ದಾರೆ ಎಂದು ಬಿಜೆಪಿ ನಾಯಕರು ಆರೋಪಿಸಿದ್ದಾರೆ. ಅಖಿಲೇಶ್ ಅವರು ಕೂಡಲೇ ಕ್ಷಮೆಯಾಚಿಸಬೇಕು ಎಂದು ಆಗ್ರಹಿಸಿದ್ದಾರೆ. ಅಯೋಧ್ಯೆಯ ದೀಪೋತ್ಸವಕ್ಕೆ ವಿಶ್ವದಾದ್ಯಂತ ಮನ್ನಣೆ ದೊರೆತಿದೆ. ಅಂತಹ ಕಾರ್ಯಕ್ರಮದ ಬಗ್ಗೆ ಹೀಗೆ ಮಾತನಾಡುವುದು ಖಂಡನೀಯ ಎಂದು ಅವರು ಹೇಳಿದ್ದಾರೆ. (342, 1432, 629, 1715)
firecracker-sub-banner (852, 376, 1197, 447)
firecracker-boxes-image (566, 988, 873, 1142)
delhi-dateline: ಹೊಸದಿಲ್ಲಿ: (643, 1432, 690, 1446)
delhi-text-block (643, 1430, 950, 1843)
record-kicker: 26.17 ಲಕ್ಷ ದೀಪಗಳಿಂದ ಕಂಗೊಳಿಸಿದ ಅಯೋಧ್ಯೆ. | 2,128 ವೇದಾಚಾರ್ಯರಿಂದ ಸರಯೂ ಆರತಿ (566, 1876, 1197, 1899)
akhilesh-dateline: ಲಖನೌ: (342, 1432, 376, 1446)
record-headline: ರಾಮನಗರಿಗೆ ಗಿನ್ನಿಸ್ ಅವಳಿ ವಿಶ್ವ ದಾಖಲೆ ಗರಿ (566, 1907, 1126, 1951)
protest-image (1234, 1443, 1499, 1605)
firecracker-lead-text: ಪ್ರತಿ ವರ್ಷ ಬೆಳಕಿನ ಹಬ್ಬ ದೀಪಾವಳಿ ಬಂತೆಂದರೆ ಸಾಕು, ಎಲ್ಲೆಡೆಯೂ ಪಟಾಕಿಗಳದ್ದೇ ಸದ್ದು. ಪಟಾಕಿ ಸಿಡಿಸುವುದು ದೀಪಾವಳಿಯ ಸಂಭ್ರಮದ ಭಾಗ ಎನ್ನುವಂತಾಗಿದೆ. ಆದರೆ ಪಟಾಕಿಯಿಂದ ಉಂಟಾಗುವ ವಾಯು ಮತ್ತು ಶಬ್ದ ಮಾಲಿನ್ಯದ ಬಗ್ಗೆ ಪರಿಸರ ಪ್ರೇಮಿಗಳು, ಕೇಂದ್ರ ಮತ್ತು ರಾಜ್ಯ ಸರ್ಕಾರಗಳು ಆತಂಕ ವ್ಯಕ್ತಪಡಿಸುತ್ತಲೇ ಬಂದಿವೆ. ಇದಕ್ಕೆ ಪರ್ಯಾಯವಾಗಿ ಪರಿಸರ ಸ್ನೇಹಿ ಹಸಿರು ಪಟಾಕಿಗಳನ್ನು ಬಳಸುವಂತೆ ಸುಪ್ರೀಂ ಕೋರ್ಟ್ ಮತ್ತು ಸರ್ಕಾರಗಳು ಸೂಚಿಸಿವೆ. ಹಸಿರು ಪಟಾಕಿ ಎಂದರೆ ಸಾಂಪ್ರದಾಯಿಕ ಪಟಾಕಿಗಳಿಗಿಂತ ಕಡಿಮೆ ಮಾಲಿನ್ಯ ಉಂಟುಮಾಡುವ ಪಟಾಕಿಗಳು. ಇವುಗಳು ಶೇ.30ರಷ್ಟು ಕಡಿಮೆ ಕಣಗಳನ್ನು ಹೊರಸೂಸುತ್ತವೆ. ದೆಹಲಿ ಸೇರಿದಂತೆ ಅನೇಕ ನಗರಗಳಲ್ಲಿ ಹಸಿರು ಪಟಾಕಿಗಳಿಗೆ ಮಾತ್ರ ಅನುಮತಿ ನೀಡಲಾಗಿದೆ. ಹಸಿರು ಪಟಾಕಿ ಹೇಗೆ ಗುರುತಿಸುವುದು, ಎಲ್ಲಿ ತಯಾರಿಸಲಾಗುತ್ತದೆ ಎಂಬ ಮಾಹಿತಿ ಇಲ್ಲಿದೆ. (566, 494, 1073, 630)
firecracker-headline-2: ಹಸಿರು ಪಟಾಕಿ (885, 249, 1165, 320)
firecracker-headline-1: ಪರಿಸರ ಸ್ನೇಹಿ (893, 176, 1156, 247)
why-text: ದೀಪಾವಳಿ ಆಚರಣೆಯ ಬಳಿಕ ಅನೇಕ ನಗರಗಳಲ್ಲಿ ವಾಯು ಗುಣಮಟ್ಟ ತೀವ್ರವಾಗಿ ಕುಸಿಯುತ್ತದೆ. ಹಸಿರು ಪಟಾಕಿಗಳು ಕಡಿಮೆ ಹೊಗೆ, ಕಡಿಮೆ ಶಬ್ದ ಮತ್ತು ಕಡಿಮೆ ವಿಷಕಾರಿ ಅನಿಲಗಳನ್ನು ಹೊರಸೂಸುತ್ತವೆ. ಇವು ಮಕ್ಕಳು, ಹಿರಿಯರು ಹಾಗೂ ಉಸಿರಾಟದ ಸಮಸ್ಯೆ ಇರುವವರಿಗೆ ಸುರಕ್ಷಿತ. ಪರಿಸರ ಸಂರಕ್ಷಣೆಯ ಜೊತೆಗೆ ಹಬ್ಬದ ಸಂಭ್ರಮವನ್ನೂ ಆನಂದಿಸಲು ಹಸಿರು ಪಟಾಕಿ ಉತ್ತಮ ಆಯ್ಕೆ. ದೆಹಲಿ, ಕರ್ನಾಟಕ ಸೇರಿದಂತೆ ಅನೇಕ ರಾಜ್ಯಗಳು ಹಸಿರು ಪಟಾಕಿ ಬಳಕೆಗೆ ಮಾತ್ರ ಅನುಮತಿ ನೀಡಿವೆ. ಸುಪ್ರೀಂ ಕೋರ್ಟ್ ಆದೇಶದ ಪ್ರಕಾರ ನಿಗದಿತ ಸಮಯದಲ್ಲಿ ಮಾತ್ರ ಪಟಾಕಿ ಸಿಡಿಸಬೇಕು. (1109, 1094, 1499, 1204)
divider (44, 873, 543, 875)
record-column (566, 1964, 854, 2324)
delhi-text: ರಾಷ್ಟ್ರ ರಾಜಧಾನಿ ದಿಲ್ಲಿಯನ್ನು ಅದರ ಪ್ರಾಚೀನ ಇತಿಹಾಸ ಮತ್ತು ಸಂಸ್ಕೃತಿಯನ್ನು ಬಿಂಬಿಸುವ ನಿಟ್ಟಿನಲ್ಲಿ ಇಂದ್ರಪ್ರಸ್ಥ ಎಂದು ಮರುನಾಮಕರಣ ಮಾಡಬೇಕೆಂದು ವಿಶ್ವ ಹಿಂದೂ ಪರಿಷತ್ (ವಿಎಚ್‌ಪಿ) ಒತ್ತಾಯಿಸಿದೆ. ಈ ಕುರಿತು ಕೇಂದ್ರ ಸಚಿವರಿಗೆ ಪತ್ರ ಬರೆದಿರುವ ವಿಎಚ್‌ಪಿ, ದಿಲ್ಲಿಯ ರೈಲು ನಿಲ್ದಾಣ ಮತ್ತು ವಿಮಾನ ನಿಲ್ದಾಣಗಳಿಗೂ ಇಂದ್ರಪ್ರಸ್ಥ ಹೆಸರು ಇಡಬೇಕು ಎಂದು ಮನವಿ ಮಾಡಿದೆ. ಮಹಾಭಾರತದ ಕಾಲದಲ್ಲಿ ಪಾಂಡವರು ಇಂದ್ರಪ್ರಸ್ಥವನ್ನು ತಮ್ಮ ರಾಜಧಾನಿಯನ್ನಾಗಿ ಮಾಡಿಕೊಂಡಿದ್ದರು. ಈ ಐತಿಹಾಸಿಕ ಸತ್ಯವನ್ನು ದೇಶದ ಜನರಿಗೆ ತಿಳಿಸಬೇಕು. ದಿಲ್ಲಿ ಎನ್ನುವುದು ನಾವು 2,000 ವರ್ಷಗಳ ಇತಿಹಾಸ ಮತ್ತು ಸಂಸ್ಕೃತಿಯನ್ನು ಹೊಂದಿದೆ. ಆದರೆ ಇಂದ್ರಪ್ರಸ್ಥ ಎಂಬ ಹೆಸರು 5,000ಕ್ಕೂ ಅಧಿಕ ವರ್ಷಗಳ ಇತಿಹಾಸ ಹೊಂದಿದೆ. ಮೊಘಲರ ಆಳ್ವಿಕೆಯಲ್ಲಿ ಅನೇಕ ಸ್ಥಳಗಳ ಹೆಸರು ಬದಲಾಯಿಸಲಾಗಿತ್ತು. ಅವುಗಳಿಗೆ ಮೂಲ ಹೆಸರು ನೀಡಬೇಕು ಎಂದು ವಿಎಚ್‌ಪಿ ಆಗ್ರಹಿಸಿದೆ. ಪಾಂಡವರ ಕಾಲದ ಇಂದ್ರಪ್ರಸ್ಥ ನಗರದ ಐತಿಹಾಸಿಕ ಕುರುಹುಗಳು ಇಂದಿಗೂ ದಿಲ್ಲಿಯಲ್ಲಿವೆ. ಪುರಾನಾ ಕಿಲಾದಲ್ಲಿ ನಡೆದ ಉತ್ಖನನದಲ್ಲಿ ಇದರ ಸಾಕ್ಷ್ಯಗಳು ಲಭ್ಯವಾಗಿವೆ ಎಂದು ತಿಳಿಸಿದೆ. (643, 1432, 950, 1696)
section-title: ದೇಶ-ವಿದೇಶ (451, 63, 707, 133)
registration-dot (1343, 2349, 1355, 2361)
date-block (44, 69, 226, 123)
paper-tagline: ರಾಷ್ಟ್ರ ಜಾಗೃತಿಯ ಧ್ವನಿ (1366, 102, 1428, 111)
where-box (1109, 750, 1286, 1038)
